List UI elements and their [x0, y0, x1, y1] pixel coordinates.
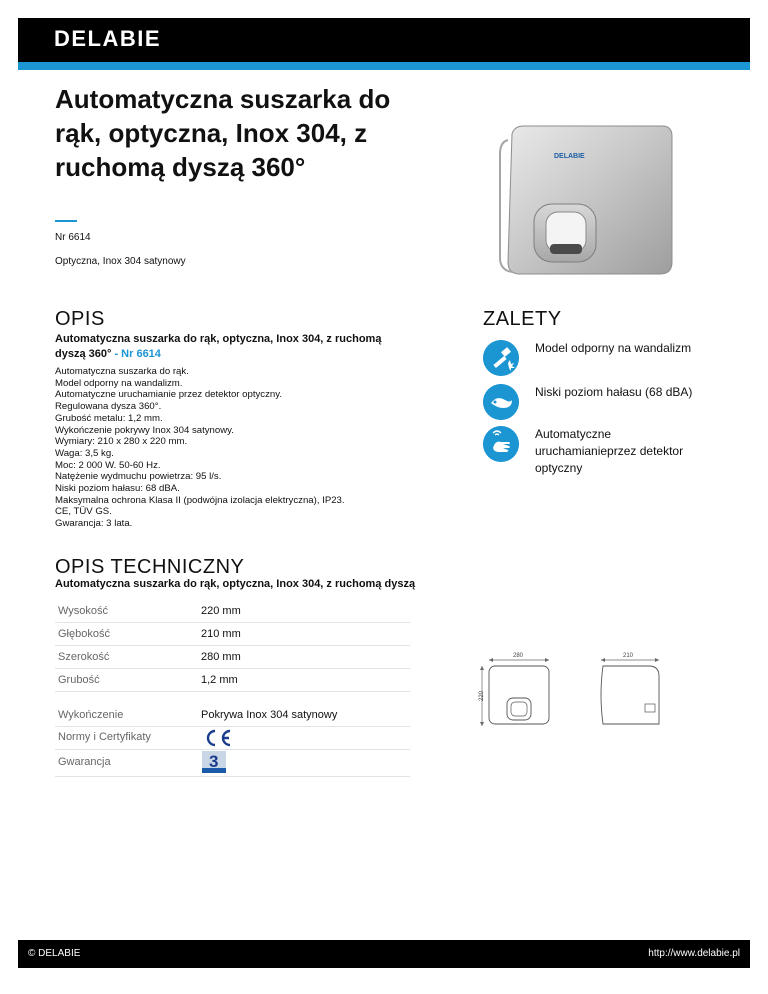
ce-mark-text: CE	[203, 729, 205, 730]
description-line: Natężenie wydmuchu powietrza: 95 l/s.	[55, 471, 222, 483]
description-line: Maksymalna ochrona Klasa II (podwójna izolacja elektryczna), IP23.	[55, 494, 345, 506]
spec-value: 210 mm	[201, 628, 241, 640]
product-finish: Optyczna, Inox 304 satynowy	[55, 256, 186, 267]
spec-row	[55, 600, 410, 623]
dimension-drawing	[473, 648, 673, 728]
footer-copyright: © DELABIE	[28, 948, 81, 959]
advantage-label: Automatyczne uruchamianieprzez detektor optyczny	[535, 427, 684, 475]
opis-subtitle-text: Automatyczna suszarka do rąk, optyczna, Inox 304, z ruchomą dyszą 360°	[55, 333, 382, 360]
spec-key: Normy i Certyfikaty	[58, 731, 151, 743]
zalety-heading: ZALETY	[483, 308, 562, 330]
description-line: Gwarancja: 3 lata.	[55, 518, 133, 530]
optical-sensor-hand-icon	[483, 426, 519, 462]
description-line: Moc: 2 000 W. 50-60 Hz.	[55, 459, 161, 471]
spec-row	[55, 727, 410, 750]
vandal-hammer-icon	[483, 340, 519, 376]
spec-row	[55, 669, 410, 692]
opis-heading: OPIS	[55, 308, 105, 330]
description-line: Wymiary: 210 x 280 x 220 mm.	[55, 436, 188, 448]
opis-description	[55, 366, 345, 530]
advantage-item	[483, 340, 713, 380]
spec-key: Szerokość	[58, 651, 110, 663]
product-title: Automatyczna suszarka do rąk, optyczna, Inox 304, z ruchomą dyszą 360°	[55, 84, 391, 182]
spec-row	[55, 692, 410, 727]
opis-subtitle	[55, 332, 415, 362]
advantage-label: Model odporny na wandalizm	[535, 341, 692, 355]
description-line: Regulowana dysza 360°.	[55, 401, 162, 413]
tech-subtitle: Automatyczna suszarka do rąk, optyczna, Inox 304, z ruchomą dyszą	[55, 578, 416, 590]
warranty-years: 3	[209, 752, 219, 771]
dimension-width: 280	[513, 653, 524, 659]
advantage-label: Niski poziom hałasu (68 dBA)	[535, 385, 693, 399]
title-underline	[55, 220, 77, 222]
spec-value: 280 mm	[201, 651, 241, 663]
footer-url-link[interactable]: http://www.delabie.pl	[648, 948, 740, 959]
description-line: Automatyczna suszarka do rąk.	[55, 366, 189, 377]
spec-value: 1,2 mm	[201, 674, 238, 686]
spec-key: Wykończenie	[58, 709, 124, 721]
advantage-item	[483, 384, 713, 424]
spec-row	[55, 750, 410, 777]
product-image	[490, 120, 680, 280]
spec-value: 220 mm	[201, 605, 241, 617]
description-line: Model odporny na wandalizm.	[55, 377, 183, 389]
spec-key: Głębokość	[58, 628, 110, 640]
description-line: Waga: 3,5 kg.	[55, 447, 114, 459]
spec-key: Wysokość	[58, 605, 109, 617]
brand-logo[interactable]: DELABIE	[54, 26, 162, 51]
opis-subtitle-ref: - Nr 6614	[111, 348, 161, 360]
tech-heading: OPIS TECHNICZNY	[55, 556, 245, 578]
spec-key: Gwarancja	[58, 756, 111, 768]
footer-bar	[18, 940, 750, 968]
advantage-item	[483, 426, 713, 478]
accent-band	[18, 62, 750, 70]
spec-row	[55, 623, 410, 646]
description-line: Wykończenie pokrywy Inox 304 satynowy.	[55, 424, 234, 436]
spec-value: Pokrywa Inox 304 satynowy	[201, 709, 338, 721]
spec-row	[55, 646, 410, 669]
spec-key: Grubość	[58, 674, 100, 686]
dimension-depth: 210	[623, 653, 634, 659]
dimension-height: 220	[479, 690, 485, 701]
warranty-badge-icon	[202, 751, 226, 773]
description-line: Automatyczne uruchamianie przez detektor optyczny.	[55, 389, 282, 401]
ce-mark-icon	[203, 729, 233, 747]
product-ref: Nr 6614	[55, 232, 91, 243]
header-bar	[18, 18, 750, 62]
description-line: Niski poziom hałasu: 68 dBA.	[55, 483, 180, 495]
low-noise-icon	[483, 384, 519, 420]
description-line: CE, TÜV GS.	[55, 506, 112, 518]
description-line: Grubość metalu: 1,2 mm.	[55, 412, 163, 424]
product-image-logo: DELABIE	[554, 153, 585, 160]
